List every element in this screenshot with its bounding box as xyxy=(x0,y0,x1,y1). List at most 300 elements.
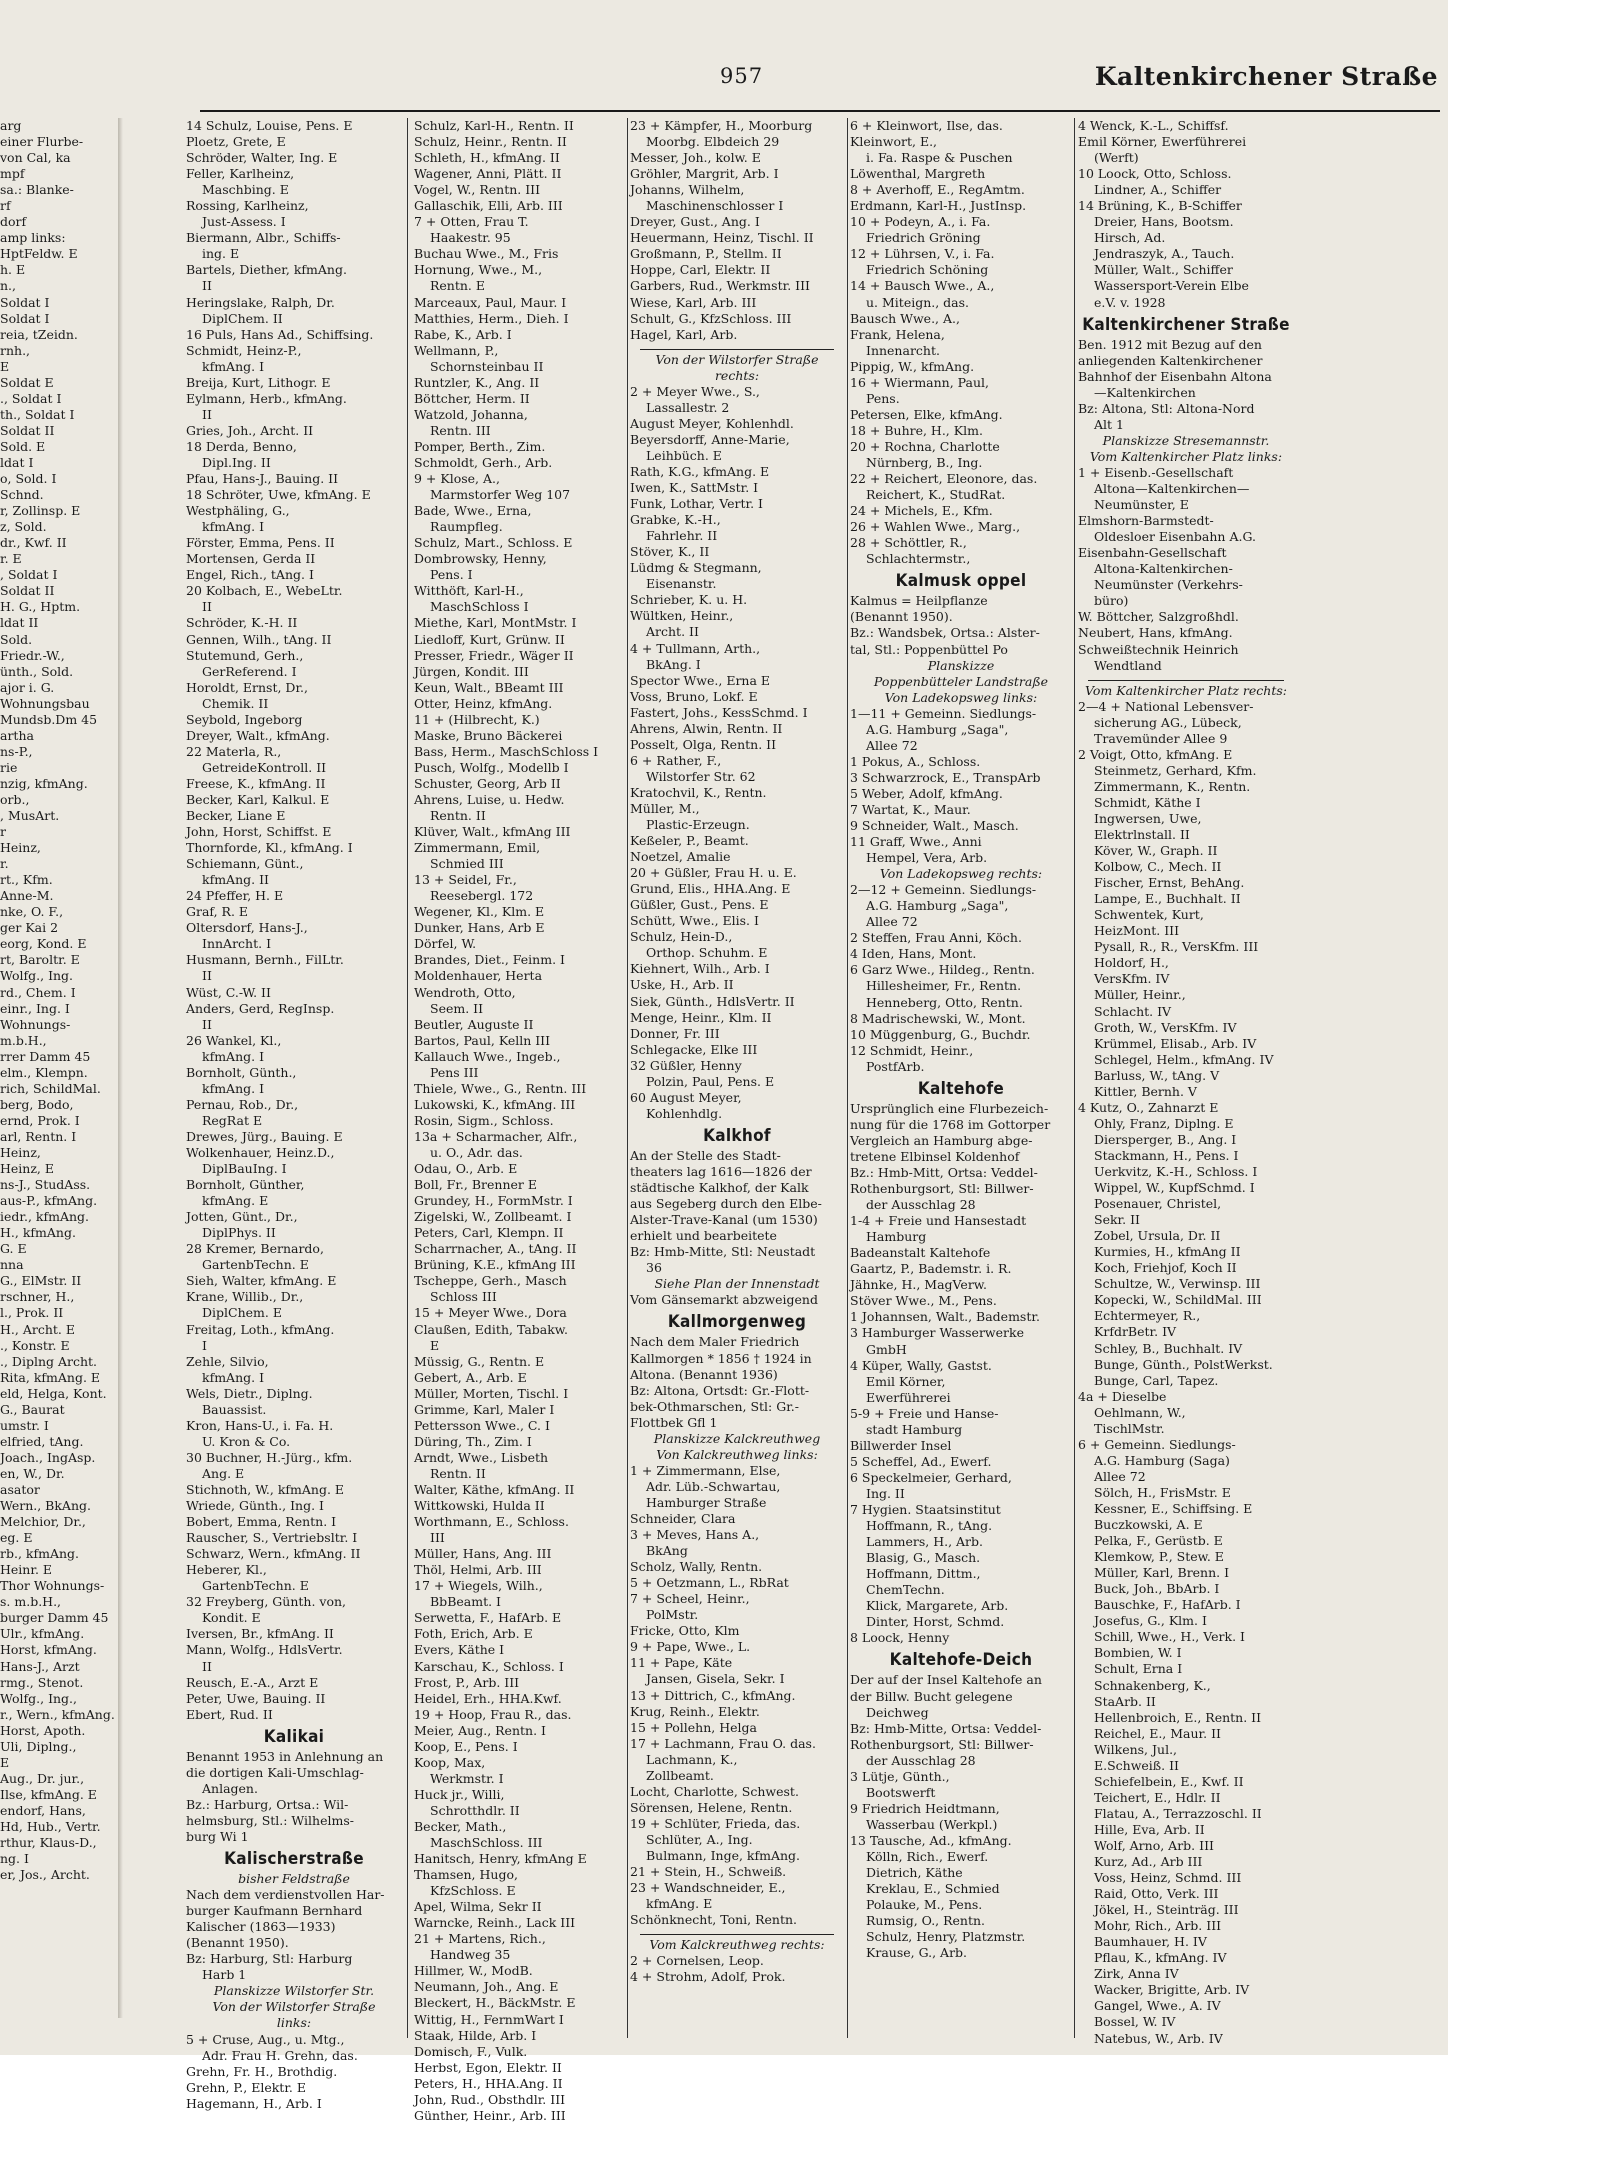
resident-line: Rothenburgsort, Stl: Billwer- xyxy=(850,1736,1034,1752)
resident-line: Soldat E xyxy=(0,374,54,390)
resident-line: z, Sold. xyxy=(0,519,47,535)
resident-line: Stackmann, H., Pens. I xyxy=(1094,1147,1239,1163)
resident-line: Schornsteinbau II xyxy=(430,358,544,374)
resident-line: Marceaux, Paul, Maur. I xyxy=(414,294,567,310)
resident-line: Messer, Joh., kolw. E xyxy=(630,150,761,166)
resident-line: Schnd. xyxy=(0,487,44,503)
resident-line: Bartos, Paul, Kelln III xyxy=(414,1032,551,1048)
resident-line: Neumann, Joh., Ang. E xyxy=(414,1979,559,1995)
resident-line: Schulz, Hein-D., xyxy=(630,929,733,945)
resident-line: tal, Stl.: Poppenbüttel Po xyxy=(850,641,1008,657)
resident-line: Anlagen. xyxy=(202,1780,258,1796)
resident-line: s. m.b.H., xyxy=(0,1594,62,1610)
resident-line: Becker, Liane E xyxy=(186,808,286,824)
resident-line: m.b.H., xyxy=(0,1032,47,1048)
resident-line: Drewes, Jürg., Bauing. E xyxy=(186,1128,343,1144)
resident-line: E.Schweiß. II xyxy=(1094,1757,1179,1773)
resident-line: 12 + Lührsen, V., i. Fa. xyxy=(850,246,995,262)
resident-line: endorf, Hans, xyxy=(0,1802,86,1818)
resident-line: Schulz, Heinr., Rentn. II xyxy=(414,134,567,150)
resident-line: Emil Körner, Ewerführerei xyxy=(1078,134,1247,150)
resident-line: Heinz, xyxy=(0,1145,41,1160)
resident-line: Bunge, Günth., PolstWerkst. xyxy=(1094,1356,1273,1372)
resident-line: Seybold, Ingeborg xyxy=(186,711,303,727)
resident-line: 60 August Meyer, xyxy=(630,1089,742,1105)
resident-line: 17 + Lachmann, Frau O. das. xyxy=(630,1735,816,1751)
resident-line: Schulz, Henry, Platzmstr. xyxy=(866,1929,1026,1945)
resident-line: der Ausschlag 28 xyxy=(866,1197,976,1213)
resident-line: Pelka, F., Gerüstb. E xyxy=(1094,1533,1223,1549)
resident-line: Wassersport-Verein Elbe xyxy=(1094,278,1249,294)
resident-line: ng. I xyxy=(0,1851,29,1867)
page-header xyxy=(700,62,1438,102)
resident-line: 2 + Meyer Wwe., S., xyxy=(630,383,760,399)
resident-line: Petersen, Elke, kfmAng. xyxy=(850,406,1003,422)
resident-line: 14 Brüning, K., B-Schiffer xyxy=(1078,198,1242,214)
resident-line: l., Prok. II xyxy=(0,1305,64,1321)
resident-line: nzig, kfmAng. xyxy=(0,775,88,791)
resident-line: Dörfel, W. xyxy=(414,936,477,952)
resident-line: Güßler, Gust., Pens. E xyxy=(630,897,769,913)
resident-line: Bz: Harburg, Stl: Harburg xyxy=(186,1951,353,1967)
resident-line: Hagel, Karl, Arb. xyxy=(630,326,738,342)
resident-line: Rentn. E xyxy=(430,278,486,294)
resident-line: PolMstr. xyxy=(646,1607,699,1623)
resident-line: umstr. I xyxy=(0,1417,49,1433)
resident-line: 5 Scheffel, Ad., Ewerf. xyxy=(850,1453,992,1469)
resident-line: Friedrich Gröning xyxy=(866,230,981,246)
resident-line: Schulz, Karl-H., Rentn. II xyxy=(414,118,574,133)
resident-line: Jansen, Gisela, Sekr. I xyxy=(646,1671,785,1687)
resident-line: kfmAng. E xyxy=(646,1896,713,1912)
resident-line: arg xyxy=(0,118,22,133)
resident-line: Emil Körner, xyxy=(866,1373,946,1389)
resident-line: Schweißtechnik Heinrich xyxy=(1078,641,1239,657)
resident-line: Bornholt, Günth., xyxy=(186,1064,297,1080)
resident-line: Uske, H., Arb. II xyxy=(630,977,734,993)
header-rule xyxy=(200,110,1440,112)
resident-line: rie xyxy=(0,759,18,775)
resident-line: Wern., BkAng. xyxy=(0,1498,91,1514)
resident-line: Eylmann, Herb., kfmAng. xyxy=(186,390,347,406)
resident-line: 4 Wenck, K.-L., Schiffsf. xyxy=(1078,118,1229,133)
resident-line: Wittig, H., FernmWart I xyxy=(414,2011,564,2027)
direction-note: bisher Feldstraße xyxy=(238,1871,350,1887)
resident-line: 10 + Podeyn, A., i. Fa. xyxy=(850,214,991,230)
resident-line: Sieh, Walter, kfmAng. E xyxy=(186,1273,337,1289)
resident-line: 22 Materla, R., xyxy=(186,743,282,759)
resident-line: u. O., Adr. das. xyxy=(430,1145,523,1160)
resident-line: Thor Wohnungs- xyxy=(0,1578,105,1594)
resident-line: Runtzler, K., Ang. II xyxy=(414,374,540,390)
resident-line: MaschSchloss I xyxy=(430,599,529,615)
resident-line: Sekr. II xyxy=(1094,1212,1140,1228)
resident-line: elfried, tAng. xyxy=(0,1433,84,1449)
column-divider xyxy=(1074,118,1075,2038)
resident-line: Lüdmg & Stegmann, xyxy=(630,560,762,576)
resident-line: Eisenanstr. xyxy=(646,576,717,592)
resident-line: städtische Kalkhof, der Kalk xyxy=(630,1180,809,1196)
resident-line: eld, Helga, Kont. xyxy=(0,1385,107,1401)
resident-line: E xyxy=(430,1337,440,1353)
resident-line: Feller, Karlheinz, xyxy=(186,166,295,182)
resident-line: Menge, Heinr., Klm. II xyxy=(630,1009,772,1025)
resident-line: Haakestr. 95 xyxy=(430,230,511,246)
resident-line: Liedloff, Kurt, Grünw. II xyxy=(414,631,565,647)
resident-line: dr., Kwf. II xyxy=(0,535,67,551)
resident-line: Kallmorgen * 1856 † 1924 in xyxy=(630,1350,812,1366)
resident-line: Kalmus = Heilpflanze xyxy=(850,593,988,609)
resident-line: Pens. xyxy=(866,390,900,406)
resident-line: 10 Loock, Otto, Schloss. xyxy=(1078,166,1232,182)
running-street-title: Kaltenkirchener Straße xyxy=(1094,62,1438,91)
resident-line: Kurmies, H., kfmAng II xyxy=(1094,1244,1241,1260)
resident-line: Köver, W., Graph. II xyxy=(1094,843,1218,859)
resident-line: Eisenbahn-Gesellschaft xyxy=(1078,545,1227,561)
resident-line: KfzSchloss. E xyxy=(430,1883,516,1899)
resident-line: rthur, Klaus-D., xyxy=(0,1835,97,1851)
resident-line: 15 + Meyer Wwe., Dora xyxy=(414,1305,567,1321)
direction-note: Vom Kalckreuthweg rechts: xyxy=(649,1937,825,1953)
resident-line: Jotten, Günt., Dr., xyxy=(186,1209,298,1225)
resident-line: Thamsen, Hugo, xyxy=(414,1867,518,1883)
resident-line: mpf xyxy=(0,166,25,182)
resident-line: u. Miteign., das. xyxy=(866,294,970,310)
resident-line: Maschbing. E xyxy=(202,182,289,198)
resident-line: Neumünster, E xyxy=(1094,497,1189,513)
resident-line: Koop, Max, xyxy=(414,1754,486,1770)
resident-line: Mortensen, Gerda II xyxy=(186,551,316,567)
resident-line: DiplBauIng. I xyxy=(202,1161,287,1177)
resident-line: Krümmel, Elisab., Arb. IV xyxy=(1094,1035,1257,1051)
resident-line: Wegener, Kl., Klm. E xyxy=(414,904,545,920)
resident-line: 20 + Güßler, Frau H. u. E. xyxy=(630,865,797,881)
resident-line: Freitag, Loth., kfmAng. xyxy=(186,1321,335,1337)
resident-line: 28 Kremer, Bernardo, xyxy=(186,1241,324,1257)
resident-line: Krause, G., Arb. xyxy=(866,1945,968,1961)
resident-line: Heinz, xyxy=(0,840,41,856)
resident-line: 14 Schulz, Louise, Pens. E xyxy=(186,118,353,133)
resident-line: Schrotthdlr. II xyxy=(430,1802,520,1818)
resident-line: Schrieber, K. u. H. xyxy=(630,592,748,608)
resident-line: Bossel, W. IV xyxy=(1094,2014,1176,2030)
column-divider xyxy=(847,118,848,2038)
resident-line: eg. E xyxy=(0,1530,33,1546)
resident-line: Vom Gänsemarkt abzweigend xyxy=(630,1292,818,1308)
resident-line: Lammers, H., Arb. xyxy=(866,1534,983,1550)
resident-line: Dreier, Hans, Bootsm. xyxy=(1094,214,1234,230)
resident-line: Alt 1 xyxy=(1094,416,1124,432)
resident-line: Mohr, Rich., Arb. III xyxy=(1094,1918,1222,1934)
resident-line: ., Diplng Archt. xyxy=(0,1353,98,1369)
resident-line: reia, tZeidn. xyxy=(0,326,78,342)
resident-line: Werkmstr. I xyxy=(430,1770,504,1786)
resident-line: Chemik. II xyxy=(202,695,269,711)
resident-line: iedr., kfmAng. xyxy=(0,1209,90,1225)
resident-line: Raid, Otto, Verk. III xyxy=(1094,1886,1219,1902)
resident-line: 13a + Scharmacher, Alfr., xyxy=(414,1128,578,1144)
resident-line: Bombien, W. I xyxy=(1094,1645,1182,1661)
resident-line: Hoppe, Carl, Elektr. II xyxy=(630,262,771,278)
resident-line: Bz.: Hmb-Mitt, Ortsa: Veddel- xyxy=(850,1165,1038,1180)
resident-line: Dombrowsky, Henny, xyxy=(414,551,547,567)
resident-line: G., Baurat xyxy=(0,1401,65,1417)
resident-line: rt., Kfm. xyxy=(0,872,53,888)
resident-line: th., Soldat I xyxy=(0,406,75,422)
resident-line: ünth., Sold. xyxy=(0,663,74,679)
resident-line: Schill, Wwe., H., Verk. I xyxy=(1094,1629,1245,1645)
resident-line: Breija, Kurt, Lithogr. E xyxy=(186,374,331,390)
resident-line: Nürnberg, B., Ing. xyxy=(866,454,983,470)
direction-note: Planskizze Kalckreuthweg xyxy=(653,1430,821,1446)
resident-line: DiplChem. II xyxy=(202,310,283,326)
resident-line: 2 Steffen, Frau Anni, Köch. xyxy=(850,930,1022,946)
resident-line: Wacker, Brigitte, Arb. IV xyxy=(1094,1982,1250,1998)
resident-line: Kallauch Wwe., Ingeb., xyxy=(414,1048,561,1064)
resident-line: Rentn. II xyxy=(430,1465,486,1481)
resident-line: Peters, Carl, Klempn. II xyxy=(414,1225,564,1241)
resident-line: Staak, Hilde, Arb. I xyxy=(414,2027,537,2043)
resident-line: ernd, Prok. I xyxy=(0,1112,80,1128)
resident-line: Horoldt, Ernst, Dr., xyxy=(186,679,309,695)
resident-line: Heidel, Erh., HHA.Kwf. xyxy=(414,1690,562,1706)
resident-line: Ahrens, Luise, u. Hedw. xyxy=(414,791,565,807)
resident-line: 36 xyxy=(646,1260,662,1276)
resident-line: Schmidt, Heinz-P., xyxy=(186,342,302,358)
resident-line: Peter, Uwe, Bauing. II xyxy=(186,1690,326,1706)
resident-line: Bauschke, F., HafArb. I xyxy=(1094,1597,1241,1613)
resident-line: Ebert, Rud. II xyxy=(186,1706,273,1722)
resident-line: Kopecki, W., SchildMal. III xyxy=(1094,1292,1262,1308)
resident-line: Arndt, Wwe., Lisbeth xyxy=(414,1449,549,1465)
street-heading: Kalikai xyxy=(263,1726,325,1747)
resident-line: artha xyxy=(0,727,34,743)
resident-line: büro) xyxy=(1094,593,1129,609)
resident-line: Wolkenhauer, Heinz.D., xyxy=(186,1145,335,1160)
resident-line: der Ausschlag 28 xyxy=(866,1752,976,1768)
resident-line: Ewerführerei xyxy=(866,1389,951,1405)
resident-line: Rita, kfmAng. E xyxy=(0,1369,101,1385)
resident-line: Gennen, Wilh., tAng. II xyxy=(186,631,332,647)
street-heading: Kaltehofe-Deich xyxy=(889,1650,1033,1671)
resident-line: II xyxy=(202,1658,212,1674)
resident-line: H., kfmAng. xyxy=(0,1225,76,1241)
resident-line: Oehlmann, W., xyxy=(1094,1404,1186,1420)
resident-line: Pettersson Wwe., C. I xyxy=(414,1417,550,1433)
resident-line: Scharrnacher, A., tAng. II xyxy=(414,1241,577,1257)
resident-line: Ploetz, Grete, E xyxy=(186,134,286,150)
resident-line: Rentn. II xyxy=(430,808,486,824)
resident-line: 14 + Bausch Wwe., A., xyxy=(850,278,995,294)
resident-line: 23 + Wandschneider, E., xyxy=(630,1880,786,1896)
resident-line: 32 Güßler, Henny xyxy=(630,1057,742,1073)
resident-line: Elektrlnstall. II xyxy=(1094,827,1190,843)
resident-line: Adr. Lüb.-Schwartau, xyxy=(646,1478,781,1494)
resident-line: Schulz, Mart., Schloss. E xyxy=(414,535,573,551)
resident-line: Pens III xyxy=(430,1064,479,1080)
resident-line: Grundey, H., FormMstr. I xyxy=(414,1193,573,1209)
resident-line: Dreyer, Walt., kfmAng. xyxy=(186,727,330,743)
resident-line: Anne-M. xyxy=(0,888,54,904)
resident-line: nke, O. F., xyxy=(0,904,64,920)
resident-line: r xyxy=(0,824,6,840)
resident-line: Heinz, E xyxy=(0,1161,55,1177)
resident-line: bek-Othmarschen, Stl: Gr.- xyxy=(630,1398,799,1414)
resident-line: Bleckert, H., BäckMstr. E xyxy=(414,1995,576,2011)
resident-line: DiplPhys. II xyxy=(202,1225,276,1241)
street-heading: Kalmusk oppel xyxy=(895,571,1027,592)
resident-line: An der Stelle des Stadt- xyxy=(630,1147,781,1163)
resident-line: Hamburger Straße xyxy=(646,1494,767,1510)
resident-line: Dinter, Horst, Schmd. xyxy=(866,1614,1005,1630)
resident-line: Hille, Eva, Arb. II xyxy=(1094,1821,1205,1837)
resident-line: HptFeldw. E xyxy=(0,246,78,262)
resident-line: n., xyxy=(0,278,16,294)
resident-line: sicherung AG., Lübeck, xyxy=(1094,714,1242,730)
resident-line: burg Wi 1 xyxy=(186,1828,249,1844)
resident-line: III xyxy=(430,1530,445,1546)
resident-line: 18 Derda, Benno, xyxy=(186,438,297,454)
resident-line: ns-P., xyxy=(0,743,33,759)
resident-line: Soldat I xyxy=(0,294,50,310)
resident-line: amp links: xyxy=(0,230,66,246)
resident-line: Herbst, Egon, Elektr. II xyxy=(414,2059,562,2075)
resident-line: 9 + Klose, A., xyxy=(414,471,500,487)
resident-line: Heringslake, Ralph, Dr. xyxy=(186,294,335,310)
resident-line: stadt Hamburg xyxy=(866,1421,963,1437)
resident-line: G. E xyxy=(0,1241,27,1257)
resident-line: Bz: Altona, Stl: Altona-Nord xyxy=(1078,400,1255,416)
resident-line: burger Damm 45 xyxy=(0,1610,109,1626)
resident-line: Jökel, H., Steinträg. III xyxy=(1094,1902,1239,1918)
resident-line: Zigelski, W., Zollbeamt. I xyxy=(414,1209,572,1225)
resident-line: 8 + Averhoff, E., RegAmtm. xyxy=(850,182,1025,198)
street-heading: Kaltehofe xyxy=(917,1078,1005,1099)
resident-line: erhielt und bearbeitete xyxy=(630,1228,777,1244)
resident-line: Allee 72 xyxy=(866,737,918,753)
resident-line: E xyxy=(0,1754,10,1770)
resident-line: Horst, kfmAng. xyxy=(0,1642,97,1658)
direction-note: Von Ladekopsweg rechts: xyxy=(879,866,1043,882)
resident-line: Wriede, Günth., Ing. I xyxy=(186,1498,324,1514)
resident-line: r. xyxy=(0,856,9,872)
resident-line: sa.: Blanke- xyxy=(0,182,74,198)
resident-line: Düring, Th., Zim. I xyxy=(414,1433,532,1449)
resident-line: Grabke, K.-H., xyxy=(630,512,721,528)
resident-line: Fischer, Ernst, BehAng. xyxy=(1094,875,1245,891)
resident-line: , MusArt. xyxy=(0,808,60,824)
resident-line: Bz.: Wandsbek, Ortsa.: Alster- xyxy=(850,625,1040,641)
resident-line: Friedrich Schöning xyxy=(866,262,989,278)
street-heading: Kaltenkirchener Straße xyxy=(1082,314,1290,335)
direction-note: Planskizze Wilstorfer Str. xyxy=(213,1983,375,1999)
resident-line: Grehn, Fr. H., Brothdig. xyxy=(186,2063,338,2079)
resident-line: asator xyxy=(0,1481,40,1497)
resident-line: II xyxy=(202,1016,212,1032)
resident-line: Witthöft, Karl-H., xyxy=(414,583,524,599)
resident-line: Bz.: Harburg, Ortsa.: Wil- xyxy=(186,1796,349,1812)
resident-line: 7 + Scheel, Heinr., xyxy=(630,1591,750,1607)
resident-line: rschner, H., xyxy=(0,1289,75,1305)
resident-line: Rothenburgsort, Stl: Billwer- xyxy=(850,1181,1034,1197)
resident-line: H., Archt. E xyxy=(0,1321,75,1337)
resident-line: Walter, Käthe, kfmAng. II xyxy=(414,1481,575,1497)
resident-line: Förster, Emma, Pens. II xyxy=(186,535,335,551)
resident-line: Wolfg., Ing. xyxy=(0,968,74,984)
resident-line: Sold. E xyxy=(0,438,46,454)
section-rule xyxy=(640,349,834,350)
resident-line: Moldenhauer, Herta xyxy=(414,968,543,984)
resident-line: Wohnungsbau xyxy=(0,695,90,711)
resident-line: 1—11 + Gemeinn. Siedlungs- xyxy=(850,705,1037,721)
resident-line: 19 + Schlüter, Frieda, das. xyxy=(630,1815,801,1831)
resident-line: 3 Hamburger Wasserwerke xyxy=(850,1325,1024,1341)
resident-line: Mundsb.Dm 45 xyxy=(0,711,98,727)
resident-line: Pippig, W., kfmAng. xyxy=(850,358,975,374)
resident-line: Joach., IngAsp. xyxy=(0,1449,96,1465)
resident-line: Fricke, Otto, Klm xyxy=(630,1623,740,1639)
resident-line: Steinmetz, Gerhard, Kfm. xyxy=(1094,762,1257,778)
resident-line: Jendraszyk, A., Tauch. xyxy=(1094,246,1235,262)
resident-line: 4 Iden, Hans, Mont. xyxy=(850,946,977,962)
resident-line: Kohlenhdlg. xyxy=(646,1105,723,1121)
resident-line: 1 Johannsen, Walt., Bademstr. xyxy=(850,1309,1040,1325)
resident-line: Nach dem Maler Friedrich xyxy=(630,1334,800,1350)
resident-line: arl, Rentn. I xyxy=(0,1128,77,1144)
resident-line: Anders, Gerd, RegInsp. xyxy=(186,1000,335,1016)
resident-line: Ahrens, Alwin, Rentn. II xyxy=(630,720,783,736)
resident-line: Wolfg., Ing., xyxy=(0,1690,78,1706)
resident-line: Natebus, W., Arb. IV xyxy=(1094,2030,1223,2046)
resident-line: Lachmann, K., xyxy=(646,1751,738,1767)
resident-line: Funk, Lothar, Vertr. I xyxy=(630,496,763,512)
resident-line: Vergleich an Hamburg abge- xyxy=(850,1132,1033,1148)
column-2 xyxy=(414,118,624,2123)
resident-line: Sold. xyxy=(0,631,33,647)
page-number: 957 xyxy=(720,64,764,88)
resident-line: Holdorf, H., xyxy=(1094,955,1169,971)
resident-line: kfmAng. II xyxy=(202,872,269,888)
resident-line: 1-4 + Freie und Hansestadt xyxy=(850,1213,1027,1229)
resident-line: Warncke, Reinh., Lack III xyxy=(414,1915,576,1931)
resident-line: Erdmann, Karl-H., JustInsp. xyxy=(850,198,1027,214)
resident-line: 13 Tausche, Ad., kfmAng. xyxy=(850,1832,1012,1848)
resident-line: 5 + Oetzmann, L., RbRat xyxy=(630,1575,789,1591)
resident-line: 4 Kutz, O., Zahnarzt E xyxy=(1078,1099,1219,1115)
resident-line: Foth, Erich, Arb. E xyxy=(414,1626,533,1642)
resident-line: Wendtland xyxy=(1094,657,1162,673)
resident-line: Stöver Wwe., M., Pens. xyxy=(850,1293,997,1309)
resident-line: Echtermeyer, R., xyxy=(1094,1308,1201,1324)
resident-line: Rosin, Sigm., Schloss. xyxy=(414,1112,554,1128)
resident-line: 12 Schmidt, Heinr., xyxy=(850,1042,974,1058)
resident-line: Gangel, Wwe., A. IV xyxy=(1094,1998,1221,2014)
resident-line: GartenbTechn. E xyxy=(202,1257,309,1273)
resident-line: Keun, Walt., BBeamt III xyxy=(414,679,564,695)
resident-line: Bartels, Diether, kfmAng. xyxy=(186,262,347,278)
resident-line: 23 + Kämpfer, H., Moorburg xyxy=(630,118,813,133)
resident-line: BkAng xyxy=(646,1543,688,1559)
resident-line: 7 Hygien. Staatsinstitut xyxy=(850,1501,1001,1517)
resident-line: Lassallestr. 2 xyxy=(646,399,730,415)
resident-line: Wohnungs- xyxy=(0,1016,71,1032)
direction-note: Vom Kaltenkircher Platz links: xyxy=(1089,448,1283,464)
resident-line: 6 Garz Wwe., Hildeg., Rentn. xyxy=(850,962,1035,978)
resident-line: Krane, Willib., Dr., xyxy=(186,1289,304,1305)
resident-line: 4 + Strohm, Adolf, Prok. xyxy=(630,1969,786,1985)
resident-line: 9 Friedrich Heidtmann, xyxy=(850,1800,1000,1816)
resident-line: KrfdrBetr. IV xyxy=(1094,1324,1177,1340)
